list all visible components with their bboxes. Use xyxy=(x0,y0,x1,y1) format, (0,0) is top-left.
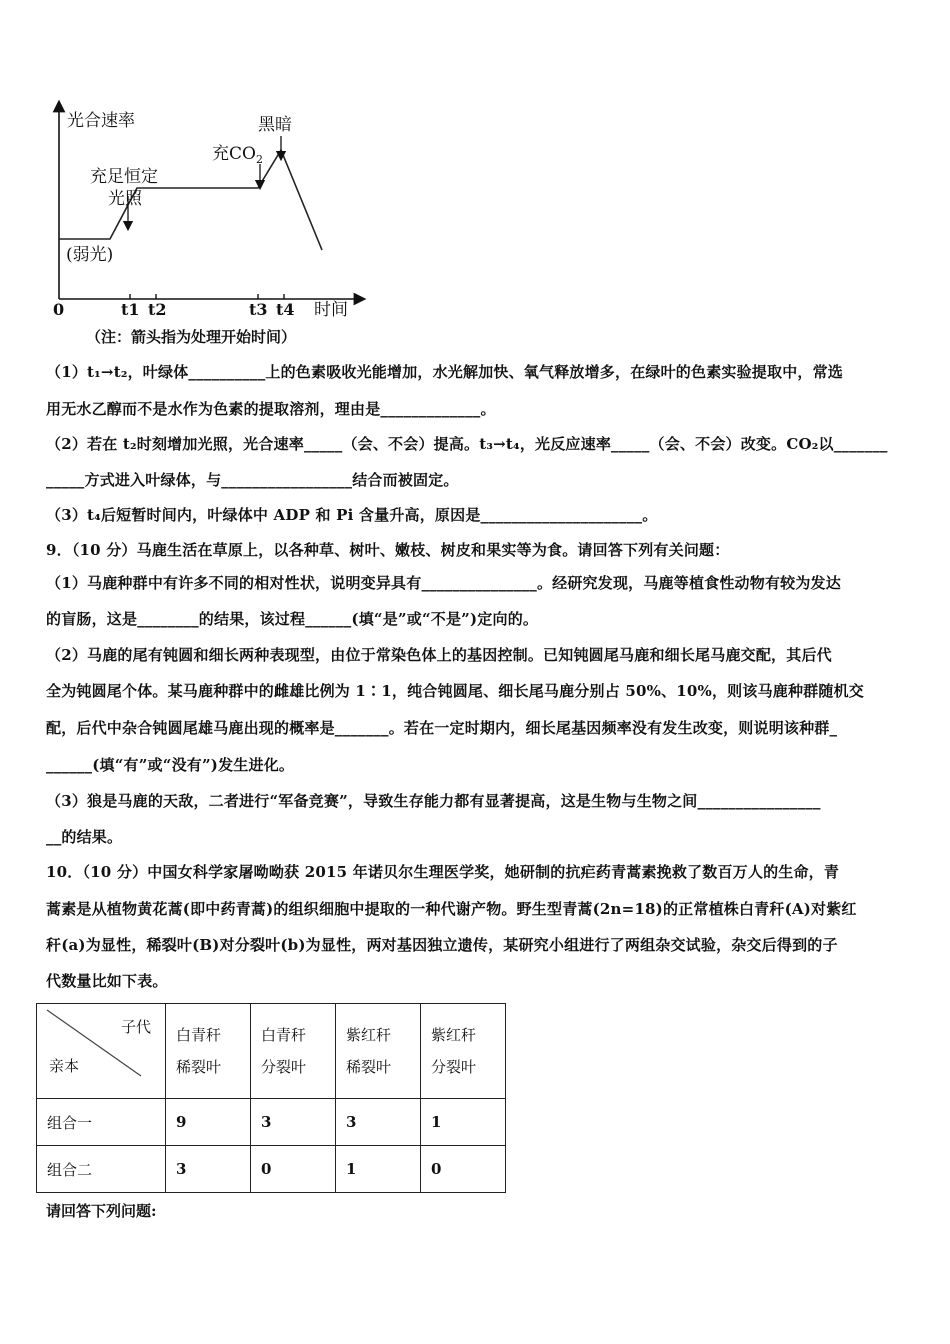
table-cell: 0 xyxy=(251,1146,336,1193)
q10-stem-line2: 蒿素是从植物黄花蒿(即中药青蒿)的组织细胞中提取的一种代谢产物。野生型青蒿(2n=18)的正常植株白青秆(A)对紫红 xyxy=(46,900,857,918)
q9-part3-line2: __的结果。 xyxy=(46,828,123,846)
q9-stem: 9．（10 分）马鹿生活在草原上，以各种草、树叶、嫩枝、树皮和果实等为食。请回答下列有关问题： xyxy=(46,541,730,559)
light-label-1: 充足恒定 xyxy=(90,167,158,187)
q9-part2-line4: ______(填“有”或“没有”)发生进化。 xyxy=(46,756,295,774)
col-header-3 xyxy=(336,1004,421,1099)
q8-part1-line2: 用无水乙醇而不是水作为色素的提取溶剂，理由是_____________。 xyxy=(46,400,496,418)
table-cell: 0 xyxy=(421,1146,506,1193)
col-header-2 xyxy=(251,1004,336,1099)
q10-stem-line3: 秆(a)为显性，稀裂叶(B)对分裂叶(b)为显性，两对基因独立遗传，某研究小组进行了两组杂交试验，杂交后得到的子 xyxy=(46,936,838,954)
col-header-1-line2: 稀裂叶 xyxy=(176,1058,222,1076)
co2-label: 充$CO_2$ xyxy=(212,144,263,166)
graph-note: （注：箭头指为处理开始时间） xyxy=(86,328,297,346)
table-cell: 3 xyxy=(336,1099,421,1146)
table-cell: 9 xyxy=(166,1099,251,1146)
y-axis-label: 光合速率 xyxy=(67,111,135,131)
table-row xyxy=(37,1146,506,1193)
col-header-2-line1: 白青秆 xyxy=(261,1026,307,1044)
col-header-1 xyxy=(166,1004,251,1099)
q8-part2-line1: （2）若在 t₂时刻增加光照，光合速率_____（会、不会）提高。t₃→t₄，光反应速率_____（会、不会）改变。CO₂以_______ xyxy=(46,435,888,453)
col-header-4-line1: 紫红秆 xyxy=(431,1026,477,1044)
col-header-1-line1: 白青秆 xyxy=(176,1026,222,1044)
dark-label: 黑暗 xyxy=(258,115,292,135)
table-header-row xyxy=(37,1004,506,1099)
tick-label-t2: t2 xyxy=(148,300,167,319)
q8-part2-line2: _____方式进入叶绿体，与_________________结合而被固定。 xyxy=(46,471,459,489)
weak-light-label: (弱光) xyxy=(66,245,114,265)
offspring-ratio-table xyxy=(36,1003,506,1193)
origin-label: 0 xyxy=(53,300,65,319)
graph-svg xyxy=(40,100,380,330)
corner-bottom-label: 亲本 xyxy=(49,1057,80,1075)
row-label: 组合二 xyxy=(37,1146,166,1193)
row-label: 组合一 xyxy=(37,1099,166,1146)
x-axis-label: 时间 xyxy=(314,300,348,320)
q10-stem-line1: 10．（10 分）中国女科学家屠呦呦获 2015 年诺贝尔生理医学奖，她研制的抗疟药青蒿素挽救了数百万人的生命，青 xyxy=(46,863,840,881)
q9-part2-line2: 全为钝圆尾个体。某马鹿种群中的雌雄比例为 1∶1，纯合钝圆尾、细长尾马鹿分别占 50%、10%，则该马鹿种群随机交 xyxy=(46,682,864,700)
closing-prompt: 请回答下列问题: xyxy=(46,1202,157,1220)
photosynthesis-rate-graph xyxy=(40,100,380,330)
col-header-3-line1: 紫红秆 xyxy=(346,1026,392,1044)
corner-top-label: 子代 xyxy=(120,1018,151,1036)
col-header-4-line2: 分裂叶 xyxy=(431,1058,477,1076)
table-cell: 1 xyxy=(336,1146,421,1193)
q8-part3-line: （3）t₄后短暂时间内，叶绿体中 ADP 和 Pi 含量升高，原因是_____________________。 xyxy=(46,506,658,524)
q9-part1-line1: （1）马鹿种群中有许多不同的相对性状，说明变异具有_______________。经研究发现，马鹿等植食性动物有较为发达 xyxy=(46,574,841,592)
col-header-2-line2: 分裂叶 xyxy=(261,1058,307,1076)
table-cell: 3 xyxy=(251,1099,336,1146)
tick-label-t1: t1 xyxy=(121,300,140,319)
q9-part2-line3: 配，后代中杂合钝圆尾雄马鹿出现的概率是_______。若在一定时期内，细长尾基因频率没有发生改变，则说明该种群_ xyxy=(46,719,838,737)
table-row xyxy=(37,1099,506,1146)
table-cell: 3 xyxy=(166,1146,251,1193)
table-corner-cell xyxy=(37,1004,166,1099)
col-header-3-line2: 稀裂叶 xyxy=(346,1058,392,1076)
table-cell: 1 xyxy=(421,1099,506,1146)
q9-part2-line1: （2）马鹿的尾有钝圆和细长两种表现型，由位于常染色体上的基因控制。已知钝圆尾马鹿和细长尾马鹿交配，其后代 xyxy=(46,646,832,664)
col-header-4 xyxy=(421,1004,506,1099)
q9-part3-line1: （3）狼是马鹿的天敌，二者进行“军备竞赛”，导致生存能力都有显著提高，这是生物与生物之间________________ xyxy=(46,792,821,810)
tick-label-t4: t4 xyxy=(276,300,295,319)
q8-part1-line1: （1）t₁→t₂，叶绿体__________上的色素吸收光能增加，水光解加快、氧气释放增多，在绿叶的色素实验提取中，常选 xyxy=(46,363,844,381)
light-label-2: 光照 xyxy=(108,189,142,209)
q10-stem-line4: 代数量比如下表。 xyxy=(46,972,168,990)
tick-label-t3: t3 xyxy=(249,300,268,319)
rate-curve xyxy=(59,150,322,250)
q9-part1-line2: 的盲肠，这是________的结果，该过程______(填“是”或“不是”)定向的。 xyxy=(46,610,539,628)
